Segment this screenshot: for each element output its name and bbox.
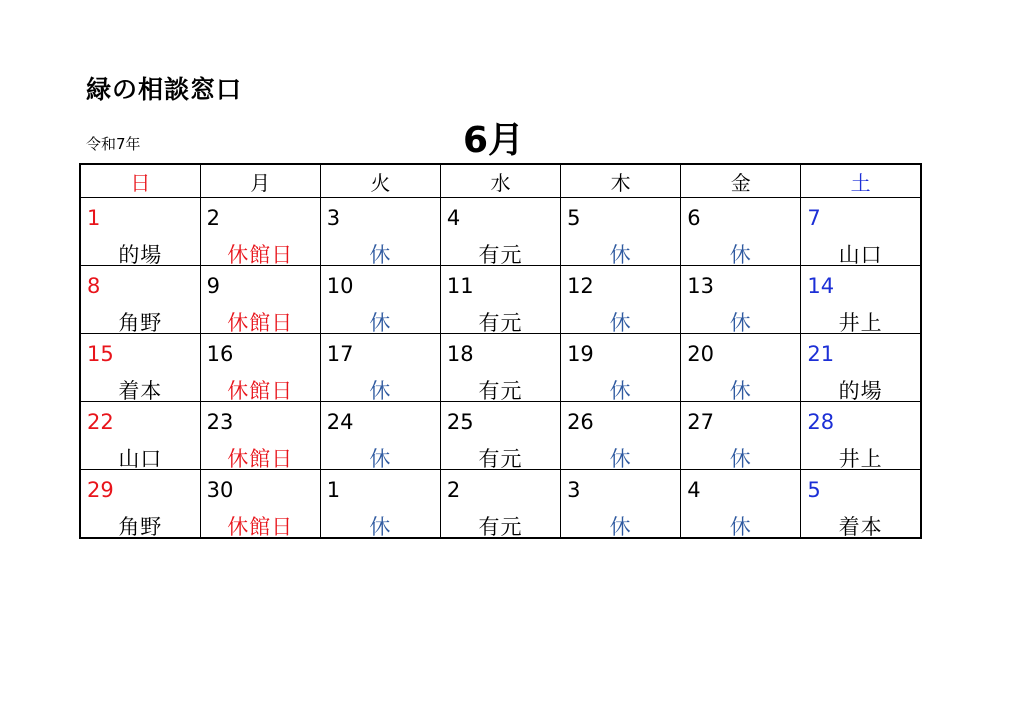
day-number: 21 bbox=[807, 342, 835, 366]
day-note: 休 bbox=[729, 311, 752, 335]
page-title: 緑の相談窓口 bbox=[86, 75, 243, 104]
week-row bbox=[80, 198, 921, 266]
day-note: 休 bbox=[609, 243, 632, 267]
day-note: 休館日 bbox=[227, 515, 294, 539]
day-cell bbox=[80, 266, 200, 334]
day-number: 4 bbox=[446, 206, 461, 230]
day-cell bbox=[320, 198, 440, 266]
era-year-label: 令和7年 bbox=[86, 135, 141, 153]
day-cell bbox=[561, 198, 681, 266]
day-cell bbox=[200, 266, 320, 334]
day-number: 27 bbox=[687, 410, 714, 434]
day-note: 休 bbox=[369, 447, 392, 471]
day-number: 24 bbox=[326, 410, 354, 434]
day-number: 13 bbox=[687, 274, 714, 298]
day-number: 23 bbox=[206, 410, 234, 434]
day-note: 休 bbox=[729, 243, 752, 267]
day-note: 井上 bbox=[838, 311, 883, 335]
day-cell bbox=[440, 334, 560, 402]
day-note: 休 bbox=[369, 379, 392, 403]
day-cell bbox=[681, 402, 801, 470]
day-cell bbox=[80, 334, 200, 402]
weekday-wednesday: 水 bbox=[440, 164, 560, 198]
day-note: 休 bbox=[369, 515, 392, 539]
day-number: 12 bbox=[567, 274, 594, 298]
day-cell bbox=[200, 470, 320, 539]
day-cell bbox=[681, 470, 801, 539]
day-note: 着本 bbox=[118, 379, 163, 403]
day-note: 休 bbox=[729, 379, 752, 403]
day-cell bbox=[80, 198, 200, 266]
day-number: 29 bbox=[87, 478, 114, 502]
day-number: 18 bbox=[446, 342, 474, 366]
day-cell bbox=[440, 402, 560, 470]
day-cell bbox=[801, 198, 921, 266]
weekday-header-row bbox=[80, 164, 921, 198]
day-cell bbox=[320, 402, 440, 470]
day-note: 山口 bbox=[838, 243, 883, 267]
day-cell bbox=[200, 334, 320, 402]
day-note: 休 bbox=[369, 243, 392, 267]
day-number: 14 bbox=[807, 274, 835, 298]
day-cell bbox=[561, 402, 681, 470]
day-number: 17 bbox=[326, 342, 354, 366]
weekday-sunday: 日 bbox=[80, 164, 200, 198]
day-number: 5 bbox=[567, 206, 581, 230]
day-cell bbox=[80, 402, 200, 470]
week-row bbox=[80, 266, 921, 334]
day-number: 4 bbox=[687, 478, 701, 502]
day-cell bbox=[681, 334, 801, 402]
day-number: 22 bbox=[87, 410, 114, 434]
weekday-monday: 月 bbox=[200, 164, 320, 198]
day-note: 休 bbox=[729, 447, 752, 471]
day-number: 30 bbox=[206, 478, 234, 502]
day-number: 16 bbox=[206, 342, 234, 366]
day-note: 休 bbox=[609, 379, 632, 403]
day-note: 有元 bbox=[478, 379, 523, 403]
day-note: 休 bbox=[609, 311, 632, 335]
day-number: 10 bbox=[326, 274, 354, 298]
day-number: 28 bbox=[807, 410, 835, 434]
day-cell bbox=[681, 198, 801, 266]
day-number: 3 bbox=[567, 478, 581, 502]
day-number: 2 bbox=[446, 478, 461, 502]
week-row bbox=[80, 334, 921, 402]
weekday-friday: 金 bbox=[681, 164, 801, 198]
day-note: 角野 bbox=[118, 311, 163, 335]
day-note: 休 bbox=[609, 447, 632, 471]
day-note: 有元 bbox=[478, 515, 523, 539]
day-note: 休館日 bbox=[227, 311, 294, 335]
day-cell bbox=[80, 470, 200, 539]
day-note: 井上 bbox=[838, 447, 883, 471]
day-cell bbox=[561, 470, 681, 539]
day-note: 角野 bbox=[118, 515, 163, 539]
day-note: 休 bbox=[369, 311, 392, 335]
day-number: 19 bbox=[567, 342, 594, 366]
day-note: 着本 bbox=[838, 515, 883, 539]
day-number: 25 bbox=[446, 410, 474, 434]
day-cell bbox=[440, 470, 560, 539]
day-number: 11 bbox=[446, 274, 474, 298]
day-cell bbox=[561, 334, 681, 402]
day-number: 5 bbox=[807, 478, 821, 502]
day-note: 休 bbox=[729, 515, 752, 539]
month-label: 6月 bbox=[463, 120, 525, 161]
day-number: 2 bbox=[206, 206, 221, 230]
day-note: 有元 bbox=[478, 311, 523, 335]
day-note: 山口 bbox=[118, 447, 163, 471]
day-cell bbox=[801, 402, 921, 470]
week-row bbox=[80, 470, 921, 539]
day-note: 休館日 bbox=[227, 379, 294, 403]
day-cell bbox=[200, 198, 320, 266]
day-cell bbox=[801, 470, 921, 539]
day-number: 9 bbox=[206, 274, 221, 298]
day-cell bbox=[681, 266, 801, 334]
day-number: 1 bbox=[87, 206, 101, 230]
day-note: 的場 bbox=[838, 379, 883, 403]
day-cell bbox=[320, 334, 440, 402]
day-note: 休 bbox=[609, 515, 632, 539]
day-cell bbox=[200, 402, 320, 470]
day-number: 20 bbox=[687, 342, 714, 366]
day-cell bbox=[440, 266, 560, 334]
day-note: 休館日 bbox=[227, 447, 294, 471]
weekday-saturday: 土 bbox=[801, 164, 921, 198]
day-note: 有元 bbox=[478, 447, 523, 471]
day-note: 休館日 bbox=[227, 243, 294, 267]
day-cell bbox=[320, 266, 440, 334]
day-number: 26 bbox=[567, 410, 594, 434]
day-cell bbox=[801, 334, 921, 402]
week-row bbox=[80, 402, 921, 470]
day-note: 有元 bbox=[478, 243, 523, 267]
calendar-table bbox=[79, 163, 922, 539]
day-number: 7 bbox=[807, 206, 821, 230]
day-cell bbox=[561, 266, 681, 334]
weekday-tuesday: 火 bbox=[320, 164, 440, 198]
day-note: 的場 bbox=[118, 243, 163, 267]
day-number: 8 bbox=[87, 274, 101, 298]
day-cell bbox=[440, 198, 560, 266]
day-number: 6 bbox=[687, 206, 701, 230]
day-number: 1 bbox=[326, 478, 341, 502]
day-number: 15 bbox=[87, 342, 114, 366]
day-cell bbox=[320, 470, 440, 539]
weekday-thursday: 木 bbox=[561, 164, 681, 198]
day-number: 3 bbox=[326, 206, 341, 230]
day-cell bbox=[801, 266, 921, 334]
